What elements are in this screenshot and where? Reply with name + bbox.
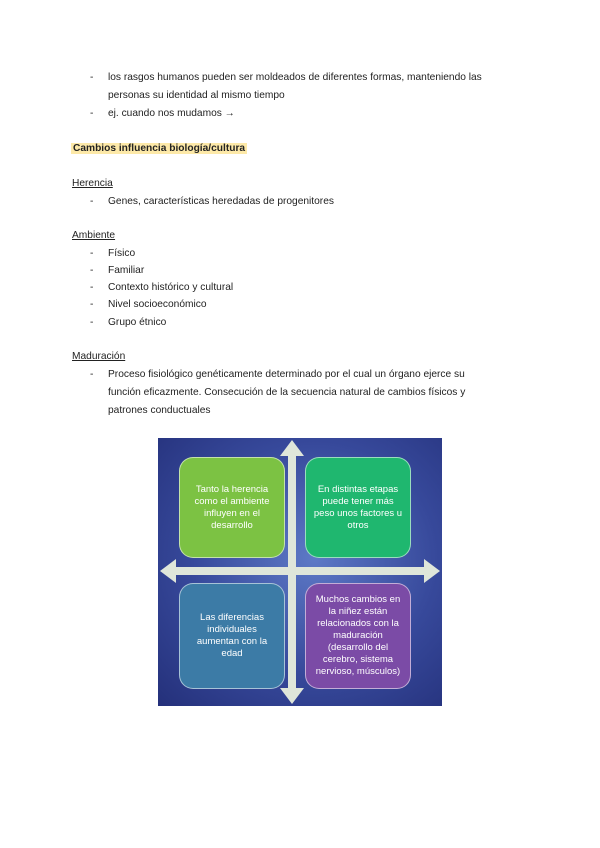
bullet-dash: -	[90, 317, 94, 328]
ambiente-item: Contexto histórico y cultural	[108, 282, 234, 293]
quadrant-diagram	[158, 438, 442, 706]
section-title-herencia: Herencia	[72, 178, 113, 189]
quadrant-top-right: En distintas etapas puede tener más peso unos factores u otros	[305, 457, 411, 558]
highlighted-heading: Cambios influencia biología/cultura	[73, 143, 246, 154]
right-arrowhead	[424, 559, 440, 583]
bullet-dash: -	[90, 369, 94, 380]
quadrant-top-left: Tanto la herencia como el ambiente influyen en el desarrollo	[179, 457, 285, 558]
intro-bullet-2: ej. cuando nos mudamos →	[108, 108, 235, 119]
maduracion-line: función eficazmente. Consecución de la secuencia natural de cambios físicos y	[108, 387, 466, 398]
quadrant-bottom-left: Las diferencias individuales aumentan con la edad	[179, 583, 285, 689]
horizontal-arrow-shaft	[174, 567, 426, 575]
ambiente-item: Físico	[108, 248, 136, 259]
bullet-dash: -	[90, 72, 94, 83]
quadrant-bottom-right: Muchos cambios en la niñez están relacionados con la maduración (desarrollo del cerebro, sistema nervioso, músculos)	[305, 583, 411, 689]
intro-bullet-1: los rasgos humanos pueden ser moldeados de diferentes formas, manteniendo las	[108, 72, 482, 83]
section-title-ambiente: Ambiente	[72, 230, 116, 241]
bullet-dash: -	[90, 196, 94, 207]
section-title-maduracion: Maduración	[72, 351, 126, 362]
bullet-dash: -	[90, 299, 94, 310]
herencia-item: Genes, características heredadas de progenitores	[108, 196, 334, 207]
down-arrowhead	[280, 688, 304, 704]
ambiente-item: Grupo étnico	[108, 317, 167, 328]
ambiente-item: Familiar	[108, 265, 145, 276]
bullet-dash: -	[90, 108, 94, 119]
bullet-dash: -	[90, 248, 94, 259]
intro-bullet-1-cont: personas su identidad al mismo tiempo	[108, 90, 285, 101]
bullet-dash: -	[90, 265, 94, 276]
ambiente-item: Nivel socioeconómico	[108, 299, 207, 310]
maduracion-line: Proceso fisiológico genéticamente determinado por el cual un órgano ejerce su	[108, 369, 465, 380]
up-arrowhead	[280, 440, 304, 456]
left-arrowhead	[160, 559, 176, 583]
maduracion-line: patrones conductuales	[108, 405, 211, 416]
bullet-dash: -	[90, 282, 94, 293]
